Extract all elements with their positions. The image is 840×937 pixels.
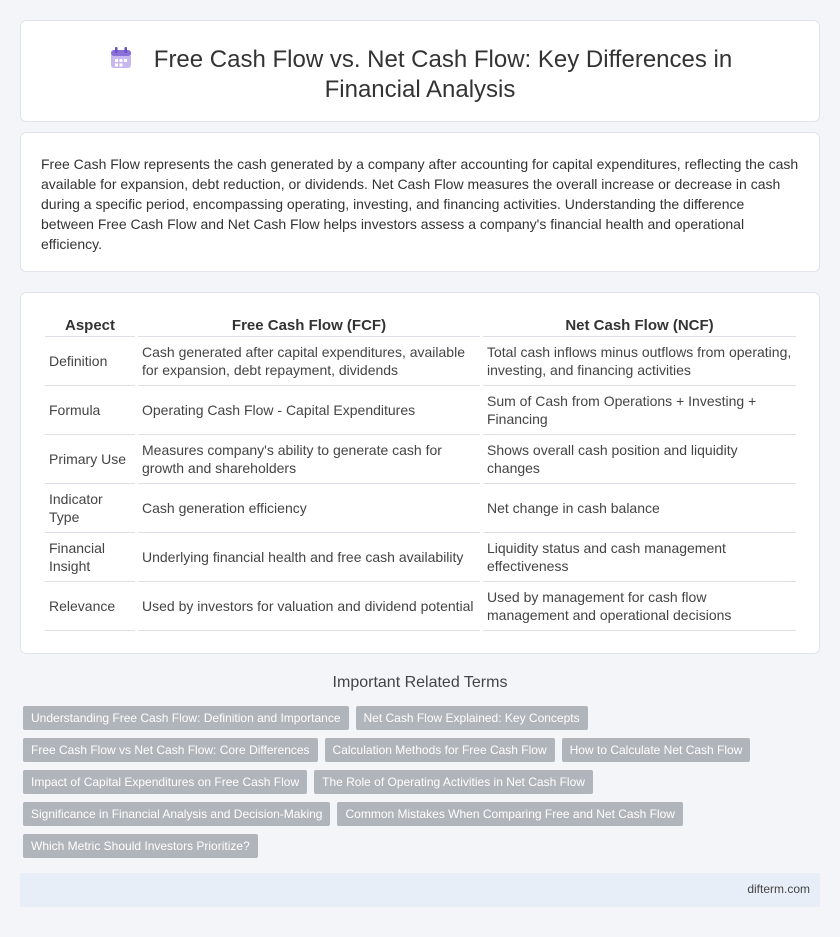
related-term-link[interactable]: Which Metric Should Investors Prioritize?	[23, 834, 258, 858]
footer	[20, 873, 820, 907]
cell-fcf: Cash generated after capital expenditures, available for expansion, debt repayment, dividends	[138, 337, 480, 386]
table-row	[45, 533, 796, 582]
cell-aspect: Formula	[45, 386, 135, 435]
cell-fcf: Underlying financial health and free cash availability	[138, 533, 480, 582]
cell-ncf: Sum of Cash from Operations + Investing + Financing	[483, 386, 796, 435]
comparison-card	[20, 292, 820, 654]
cell-ncf: Net change in cash balance	[483, 484, 796, 533]
cell-ncf: Liquidity status and cash management effectiveness	[483, 533, 796, 582]
related-term-link[interactable]: Free Cash Flow vs Net Cash Flow: Core Differences	[23, 738, 318, 762]
page-title-block	[61, 45, 779, 105]
comparison-table	[42, 315, 799, 631]
related-term-link[interactable]: Calculation Methods for Free Cash Flow	[325, 738, 555, 762]
header-fcf: Free Cash Flow (FCF)	[138, 315, 480, 337]
cell-aspect: Financial Insight	[45, 533, 135, 582]
intro-paragraph: Free Cash Flow represents the cash generated by a company after accounting for capital expenditures, reflecting the cash available for expansion, debt reduction, or dividends. Net Cash Flow measures the overall increase or decrease in cash during a specific period, encompassing operating, investing, and financing activities. Understanding the difference between Free Cash Flow and Net Cash Flow helps investors assess a company's financial health and operational efficiency.	[41, 156, 799, 252]
related-term-link[interactable]: Net Cash Flow Explained: Key Concepts	[356, 706, 588, 730]
intro-card	[20, 132, 820, 272]
table-row	[45, 386, 796, 435]
table-row	[45, 582, 796, 631]
page-title: Free Cash Flow vs. Net Cash Flow: Key Differences in Financial Analysis	[153, 46, 733, 103]
table-row	[45, 435, 796, 484]
cell-fcf: Cash generation efficiency	[138, 484, 480, 533]
cell-aspect: Definition	[45, 337, 135, 386]
cell-aspect: Relevance	[45, 582, 135, 631]
cell-aspect: Indicator Type	[45, 484, 135, 533]
related-term-link[interactable]: Common Mistakes When Comparing Free and Net Cash Flow	[337, 802, 682, 826]
cell-fcf: Used by investors for valuation and dividend potential	[138, 582, 480, 631]
cell-ncf: Shows overall cash position and liquidity changes	[483, 435, 796, 484]
table-row	[45, 484, 796, 533]
related-term-link[interactable]: Significance in Financial Analysis and Decision-Making	[23, 802, 330, 826]
related-term-link[interactable]: The Role of Operating Activities in Net Cash Flow	[314, 770, 593, 794]
header-ncf: Net Cash Flow (NCF)	[483, 315, 796, 337]
title-card	[20, 20, 820, 122]
table-header-row	[45, 315, 796, 337]
related-term-link[interactable]: Understanding Free Cash Flow: Definition and Importance	[23, 706, 349, 730]
cell-ncf: Total cash inflows minus outflows from operating, investing, and financing activities	[483, 337, 796, 386]
related-terms-title: Important Related Terms	[332, 674, 508, 691]
related-terms-list	[23, 706, 823, 866]
calendar-icon	[108, 45, 134, 71]
header-aspect: Aspect	[45, 315, 135, 337]
related-term-link[interactable]: Impact of Capital Expenditures on Free Cash Flow	[23, 770, 307, 794]
cell-fcf: Operating Cash Flow - Capital Expenditures	[138, 386, 480, 435]
cell-aspect: Primary Use	[45, 435, 135, 484]
cell-ncf: Used by management for cash flow management and operational decisions	[483, 582, 796, 631]
table-row	[45, 337, 796, 386]
footer-site-link[interactable]: difterm.com	[747, 882, 810, 896]
related-term-link[interactable]: How to Calculate Net Cash Flow	[562, 738, 751, 762]
cell-fcf: Measures company's ability to generate cash for growth and shareholders	[138, 435, 480, 484]
